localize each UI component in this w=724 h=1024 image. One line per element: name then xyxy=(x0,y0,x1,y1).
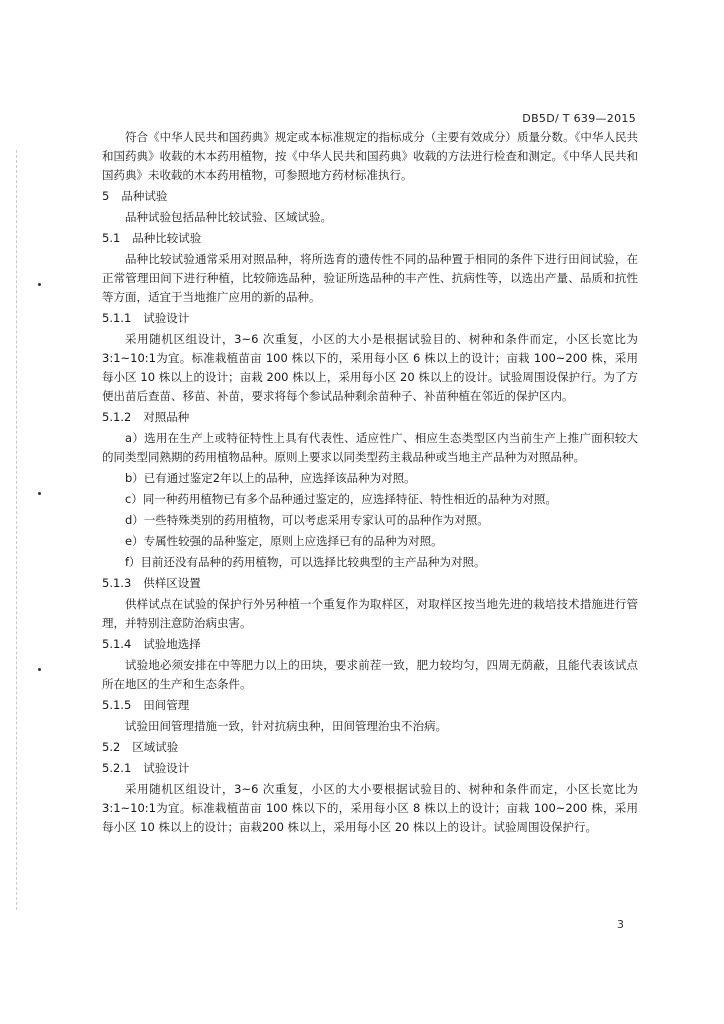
scan-speck xyxy=(38,492,41,495)
paragraph: 采用随机区组设计，3~6 次重复，小区的大小要根据试验目的、树种和条件而定，小区长宽比为3:1~10:1为宜。标准栽植苗亩 100 株以下的，采用每小区 8 株以上的设计；亩栽 100~200 株，采用每小区 10 株以上的设计；亩栽200 株以上，采用每小区 20 株以上的设计。试验周围设保护行。 xyxy=(102,782,638,834)
section-heading-5-2 xyxy=(102,738,638,757)
section-heading-5-1 xyxy=(102,229,638,248)
section-number: 5.1.3 xyxy=(102,576,132,590)
section-number: 5.2.1 xyxy=(102,761,132,775)
paragraph: 品种试验包括品种比较试验、区域试验。 xyxy=(125,210,332,224)
section-title: 品种试验 xyxy=(121,189,168,203)
document-code-header: DB5D/ T 639—2015 xyxy=(522,112,636,125)
section-heading-5-1-1 xyxy=(102,309,638,328)
scan-speck xyxy=(38,668,41,671)
section-title: 田间管理 xyxy=(143,698,190,712)
section-heading-5-1-3 xyxy=(102,574,638,593)
list-item: c）同一种药用植物已有多个品种通过鉴定的，应选择特征、特性相近的品种为对照。 xyxy=(125,492,557,506)
section-title: 试验设计 xyxy=(143,761,190,775)
section-number: 5.1.2 xyxy=(102,410,132,424)
section-title: 供样区设置 xyxy=(143,576,201,590)
section-heading-5-1-5 xyxy=(102,696,638,715)
paragraph: 符合《中华人民共和国药典》规定或本标准规定的指标成分（主要有效成分）质量分数。《中华人民共和国药典》收载的木本药用植物，按《中华人民共和国药典》收载的方法进行检查和测定。《中华人民共和国药典》未收载的木本药用植物，可参照地方药材标准执行。 xyxy=(102,130,638,182)
section-heading-5-2-1 xyxy=(102,759,638,778)
section-number: 5.1.4 xyxy=(102,637,132,651)
section-title: 试验设计 xyxy=(143,311,190,325)
list-item: e）专属性较强的品种鉴定，原则上应选择已有的品种为对照。 xyxy=(125,534,443,548)
paragraph: 品种比较试验通常采用对照品种，将所选育的遗传性不同的品种置于相同的条件下进行田间试验，在正常管理田间下进行种植，比较筛选品种，验证所选品种的丰产性、抗病性等，以选出产量、品质和抗性等方面，适宜于当地推广应用的新的品种。 xyxy=(102,252,638,304)
section-number: 5.1 xyxy=(102,231,121,245)
section-number: 5.2 xyxy=(102,740,121,754)
list-item: f）目前还没有品种的药用植物，可以选择比较典型的主产品种为对照。 xyxy=(125,555,486,569)
paragraph: 采用随机区组设计，3~6 次重复，小区的大小是根据试验目的、树种和条件而定，小区长宽比为3:1~10:1为宜。标准栽植苗亩 100 株以下的，采用每小区 6 株以上的设计；亩栽 100~200 株，采用每小区 10 株以上的设计；亩栽 200 株以上，采用每小区 20 株以上的设计。试验周围设保护行。为了方便出苗后查苗、移苗、补苗，要求将每个参试品种剩余苗种子、补苗种植在邻近的保护区内。 xyxy=(102,332,638,403)
list-item: b）已有通过鉴定2年以上的品种，应选择该品种为对照。 xyxy=(125,471,416,485)
section-title: 对照品种 xyxy=(143,410,190,424)
binding-margin-line xyxy=(16,150,17,910)
section-title: 品种比较试验 xyxy=(132,231,202,245)
section-heading-5-1-2 xyxy=(102,408,638,427)
section-title: 试验地选择 xyxy=(143,637,201,651)
scan-speck xyxy=(38,283,41,286)
paragraph: 试验地必须安排在中等肥力以上的田块，要求前茬一致，肥力较均匀，四周无荫蔽，且能代表该试点所在地区的生产和生态条件。 xyxy=(102,658,638,691)
paragraph: 供样试点在试验的保护行外另种植一个重复作为取样区，对取样区按当地先进的栽培技术措施进行管理，并特别注意防治病虫害。 xyxy=(102,597,638,630)
list-item: a）选用在生产上或特征特性上具有代表性、适应性广、相应生态类型区内当前生产上推广面积较大的同类型同熟期的药用植物品种。原则上要求以同类型药主栽品种或当地主产品种为对照品种。 xyxy=(102,431,638,464)
list-item: d）一些特殊类别的药用植物，可以考虑采用专家认可的品种作为对照。 xyxy=(125,513,489,527)
section-number: 5.1.5 xyxy=(102,698,132,712)
section-title: 区域试验 xyxy=(132,740,179,754)
section-heading-5 xyxy=(102,187,638,206)
paragraph: 试验田间管理措施一致，针对抗病虫种，田间管理治虫不治病。 xyxy=(125,719,447,733)
document-body xyxy=(102,128,638,839)
section-number: 5 xyxy=(102,189,110,203)
section-number: 5.1.1 xyxy=(102,311,132,325)
page-number: 3 xyxy=(617,918,624,931)
section-heading-5-1-4 xyxy=(102,635,638,654)
